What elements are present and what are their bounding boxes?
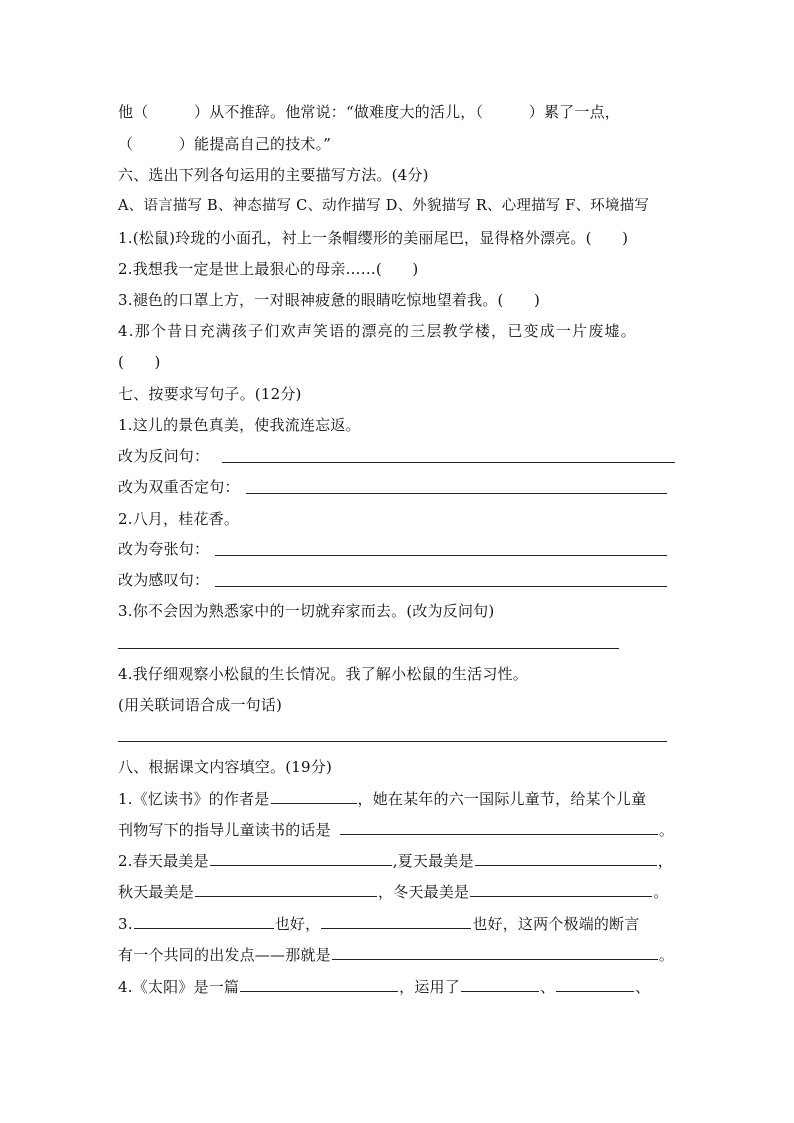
- fill-blank[interactable]: [271, 789, 357, 804]
- section-heading: 六、选出下列各句运用的主要描写方法。(4分): [118, 166, 429, 184]
- question: 2.八月，桂花香。: [118, 510, 240, 528]
- answer-line[interactable]: [118, 648, 619, 649]
- question-text: ，: [657, 852, 673, 870]
- question-text: 1.《忆读书》的作者是: [118, 790, 270, 808]
- question: 3.褪色的口罩上方，一对眼神疲惫的眼睛吃惊地望着我。( ): [118, 291, 541, 309]
- fill-blank[interactable]: [210, 851, 392, 866]
- answer-line[interactable]: [222, 462, 675, 463]
- question: 3.你不会因为熟悉家中的一切就弃家而去。(改为反问句): [118, 602, 495, 620]
- question-text: ，她在某年的六一国际儿童节，给某个儿童: [357, 790, 647, 808]
- question-text: 。: [653, 883, 669, 901]
- answer-line[interactable]: [246, 493, 667, 494]
- fill-blank[interactable]: [195, 882, 377, 897]
- question-text: 也好，: [274, 915, 321, 933]
- question-text: ，冬天最美是: [378, 883, 470, 901]
- fill-blank[interactable]: [461, 977, 539, 992]
- answer-label: 改为夸张句：: [118, 540, 210, 558]
- fill-blank[interactable]: [556, 977, 634, 992]
- question-text: 有一个共同的出发点——那就是: [118, 946, 331, 964]
- question-text: 。: [658, 946, 675, 964]
- answer-label: 改为感叹句：: [118, 571, 210, 589]
- question-text: ，运用了: [399, 978, 460, 996]
- question-text: 、: [539, 978, 556, 996]
- question-text: 、: [635, 978, 651, 996]
- question: 2.我想我一定是世上最狠心的母亲……( ): [118, 260, 419, 278]
- fill-blank[interactable]: [332, 945, 658, 960]
- question-text: ,夏天最美是: [392, 852, 474, 870]
- question-text: 秋天最美是: [118, 883, 195, 901]
- question-text: 2.春天最美是: [118, 852, 209, 870]
- fill-blank[interactable]: [240, 977, 398, 992]
- question: 1.(松鼠)玲珑的小面孔，衬上一条帽缨形的美丽尾巴，显得格外漂亮。( ): [118, 229, 629, 247]
- answer-label: 改为双重否定句：: [118, 478, 240, 496]
- question-text: 3.: [118, 915, 133, 933]
- fill-blank[interactable]: [475, 851, 657, 866]
- section-heading: 八、根据课文内容填空。(19分): [118, 758, 332, 776]
- question-text: 刊物写下的指导儿童读书的话是: [118, 821, 331, 839]
- fill-blank[interactable]: [340, 820, 658, 835]
- question-note: (用关联词语合成一句话): [118, 696, 283, 714]
- question-text: 。: [658, 821, 675, 839]
- section-heading: 七、按要求写句子。(12分): [118, 385, 302, 403]
- question-text: 也好，这两个极端的断言: [472, 915, 640, 933]
- question: 4.我仔细观察小松鼠的生长情况。我了解小松鼠的生活习性。: [118, 665, 528, 683]
- answer-line[interactable]: [215, 586, 667, 587]
- answer-label: 改为反问句：: [118, 447, 210, 465]
- answer-line[interactable]: [118, 741, 667, 742]
- answer-line[interactable]: [215, 555, 667, 556]
- fill-blank[interactable]: [321, 914, 471, 929]
- text-line: 他（ ）从不推辞。他常说：“做难度大的活儿，（ ）累了一点，: [118, 103, 620, 121]
- text-line: （ ）能提高自己的技术。”: [118, 135, 332, 153]
- question: 4.那个昔日充满孩子们欢声笑语的漂亮的三层教学楼，已变成一片废墟。: [118, 322, 637, 340]
- question: 1.这儿的景色真美，使我流连忘返。: [118, 416, 361, 434]
- question-text: 4.《太阳》是一篇: [118, 978, 240, 996]
- options-line: A、语言描写 B、神态描写 C、动作描写 D、外貌描写 R、心理描写 F、环境描写: [118, 198, 650, 214]
- answer-paren: ( ): [118, 353, 161, 371]
- fill-blank[interactable]: [134, 914, 274, 929]
- fill-blank[interactable]: [470, 882, 652, 897]
